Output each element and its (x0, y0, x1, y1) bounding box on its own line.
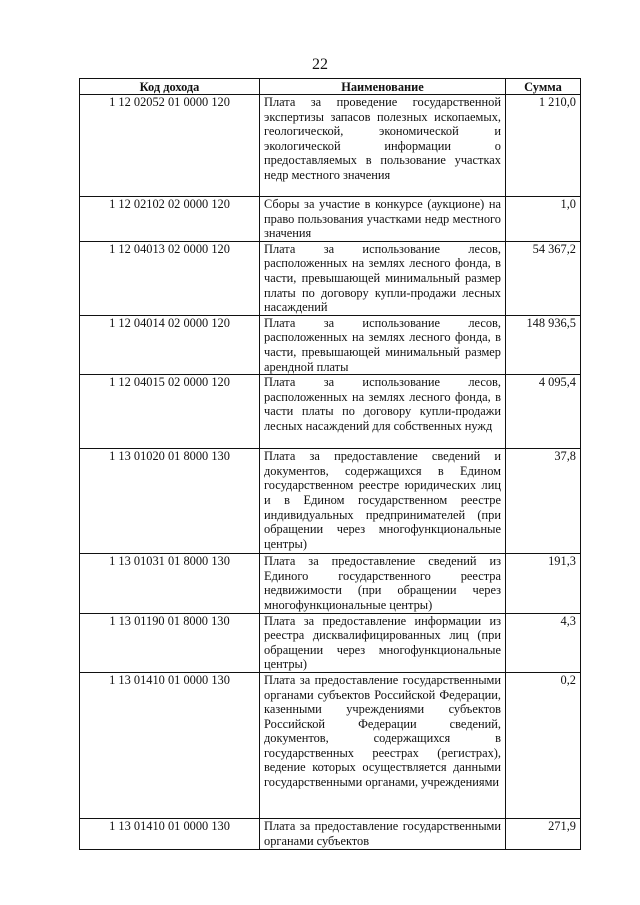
revenue-sum: 0,2 (506, 672, 581, 818)
revenue-sum: 1,0 (506, 197, 581, 242)
revenue-name: Плата за использование лесов, расположенных на землях лесного фонда, в части, превышающей минимальный размер платы по договору купли-продажи лесных насаждений (260, 241, 506, 315)
revenue-code: 1 13 01031 01 8000 130 (80, 554, 260, 613)
revenue-name: Плата за предоставление государственными органами субъектов (260, 818, 506, 849)
header-code: Код дохода (80, 79, 260, 95)
table-row (80, 613, 581, 672)
revenue-name: Плата за использование лесов, расположенных на землях лесного фонда, в части платы по договору купли-продажи лесных насаждений для собственных нужд (260, 375, 506, 449)
revenue-sum: 4 095,4 (506, 375, 581, 449)
header-sum: Сумма (506, 79, 581, 95)
table-row (80, 818, 581, 849)
revenue-sum: 37,8 (506, 449, 581, 554)
revenue-name: Плата за предоставление сведений и документов, содержащихся в Едином государственном реестре юридических лиц и в Едином государственном реестре индивидуальных предпринимателей (при обращении через многофункциональные центры) (260, 449, 506, 554)
revenue-sum: 271,9 (506, 818, 581, 849)
revenue-code: 1 13 01190 01 8000 130 (80, 613, 260, 672)
table-row (80, 197, 581, 242)
revenue-name: Плата за предоставление информации из реестра дисквалифицированных лиц (при обращении через многофункциональные центры) (260, 613, 506, 672)
revenue-sum: 148 936,5 (506, 315, 581, 374)
revenue-code: 1 13 01020 01 8000 130 (80, 449, 260, 554)
revenue-code: 1 12 04015 02 0000 120 (80, 375, 260, 449)
revenue-sum: 54 367,2 (506, 241, 581, 315)
page-number: 22 (312, 56, 328, 73)
revenue-code: 1 12 04013 02 0000 120 (80, 241, 260, 315)
revenue-code: 1 13 01410 01 0000 130 (80, 818, 260, 849)
header-name: Наименование (260, 79, 506, 95)
revenue-name: Плата за предоставление государственными органами субъектов Российской Федерации, казенными учреждениями субъектов Российской Федерации сведений, документов, содержащихся в государственных реестрах (регистрах), ведение которых осуществляется данными государственными органами, учреждениями (260, 672, 506, 818)
revenue-sum: 191,3 (506, 554, 581, 613)
revenue-name: Плата за предоставление сведений из Единого государственного реестра недвижимости (при обращении через многофункциональные центры) (260, 554, 506, 613)
table-row (80, 449, 581, 554)
revenue-name: Плата за использование лесов, расположенных на землях лесного фонда, в части, превышающей минимальный размер арендной платы (260, 315, 506, 374)
table-header-row (80, 79, 581, 95)
revenue-code: 1 13 01410 01 0000 130 (80, 672, 260, 818)
table-row (80, 554, 581, 613)
revenue-table (79, 78, 581, 850)
revenue-code: 1 12 02102 02 0000 120 (80, 197, 260, 242)
table-row (80, 672, 581, 818)
table-row (80, 95, 581, 197)
revenue-sum: 4,3 (506, 613, 581, 672)
revenue-code: 1 12 04014 02 0000 120 (80, 315, 260, 374)
table-row (80, 241, 581, 315)
revenue-name: Сборы за участие в конкурсе (аукционе) на право пользования участками недр местного значения (260, 197, 506, 242)
table-row (80, 375, 581, 449)
table-row (80, 315, 581, 374)
revenue-sum: 1 210,0 (506, 95, 581, 197)
revenue-code: 1 12 02052 01 0000 120 (80, 95, 260, 197)
revenue-name: Плата за проведение государственной экспертизы запасов полезных ископаемых, геологической, экономической и экологической информации о предоставляемых в пользование участках недр местного значения (260, 95, 506, 197)
